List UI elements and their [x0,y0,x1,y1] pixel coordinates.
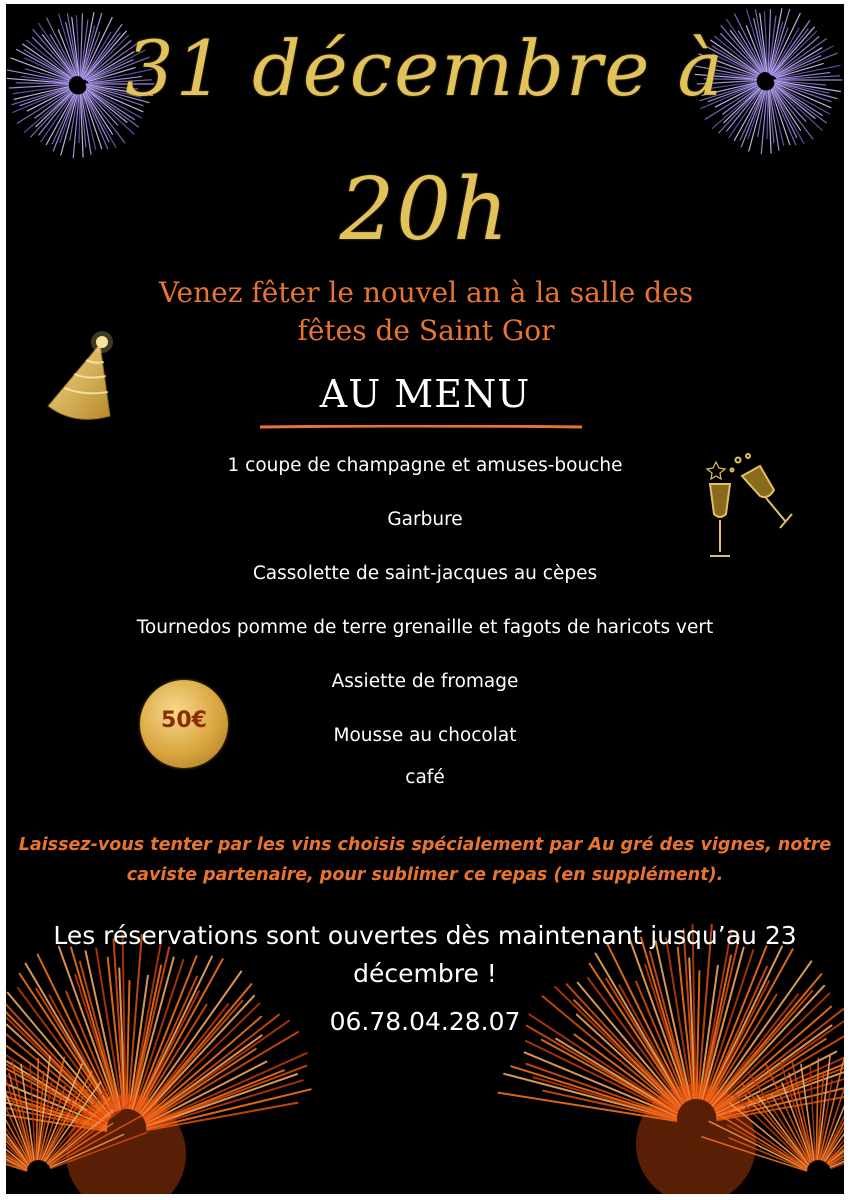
wine-note-line: caviste partenaire, pour sublimer ce repas (en supplément). [126,865,724,885]
menu-item: Garbure [387,509,463,530]
event-date-title: 31 décembre à [125,24,725,113]
reservation-line: Les réservations sont ouvertes dès maintenant jusqu’au 23 [53,921,797,950]
event-time-title: 20h [339,160,511,260]
menu-item: Assiette de fromage [331,671,519,692]
price-label: 50€ [161,708,207,733]
menu-item: 1 coupe de champagne et amuses-bouche [227,455,623,476]
subtitle-line: Venez fêter le nouvel an à la salle des [158,276,694,309]
champagne-glasses-icon [702,452,802,564]
event-poster [6,4,844,1194]
menu-underline [260,425,582,429]
subtitle-line: fêtes de Saint Gor [297,314,555,347]
wine-note [6,830,844,890]
menu-item: Cassolette de saint-jacques au cèpes [252,563,598,584]
menu-item: Mousse au chocolat [333,725,517,746]
menu-heading: AU MENU [319,372,531,416]
menu-item: café [405,767,445,788]
wine-note-line: Laissez-vous tenter par les vins choisis spécialement par Au gré des vignes, notre [18,835,832,855]
menu-item: Tournedos pomme de terre grenaille et fagots de haricots vert [136,617,714,638]
reservation-line: décembre ! [353,959,497,988]
reservation-info [26,917,824,993]
event-subtitle [156,274,696,350]
phone-number: 06.78.04.28.07 [329,1007,521,1036]
price-badge [140,680,228,768]
